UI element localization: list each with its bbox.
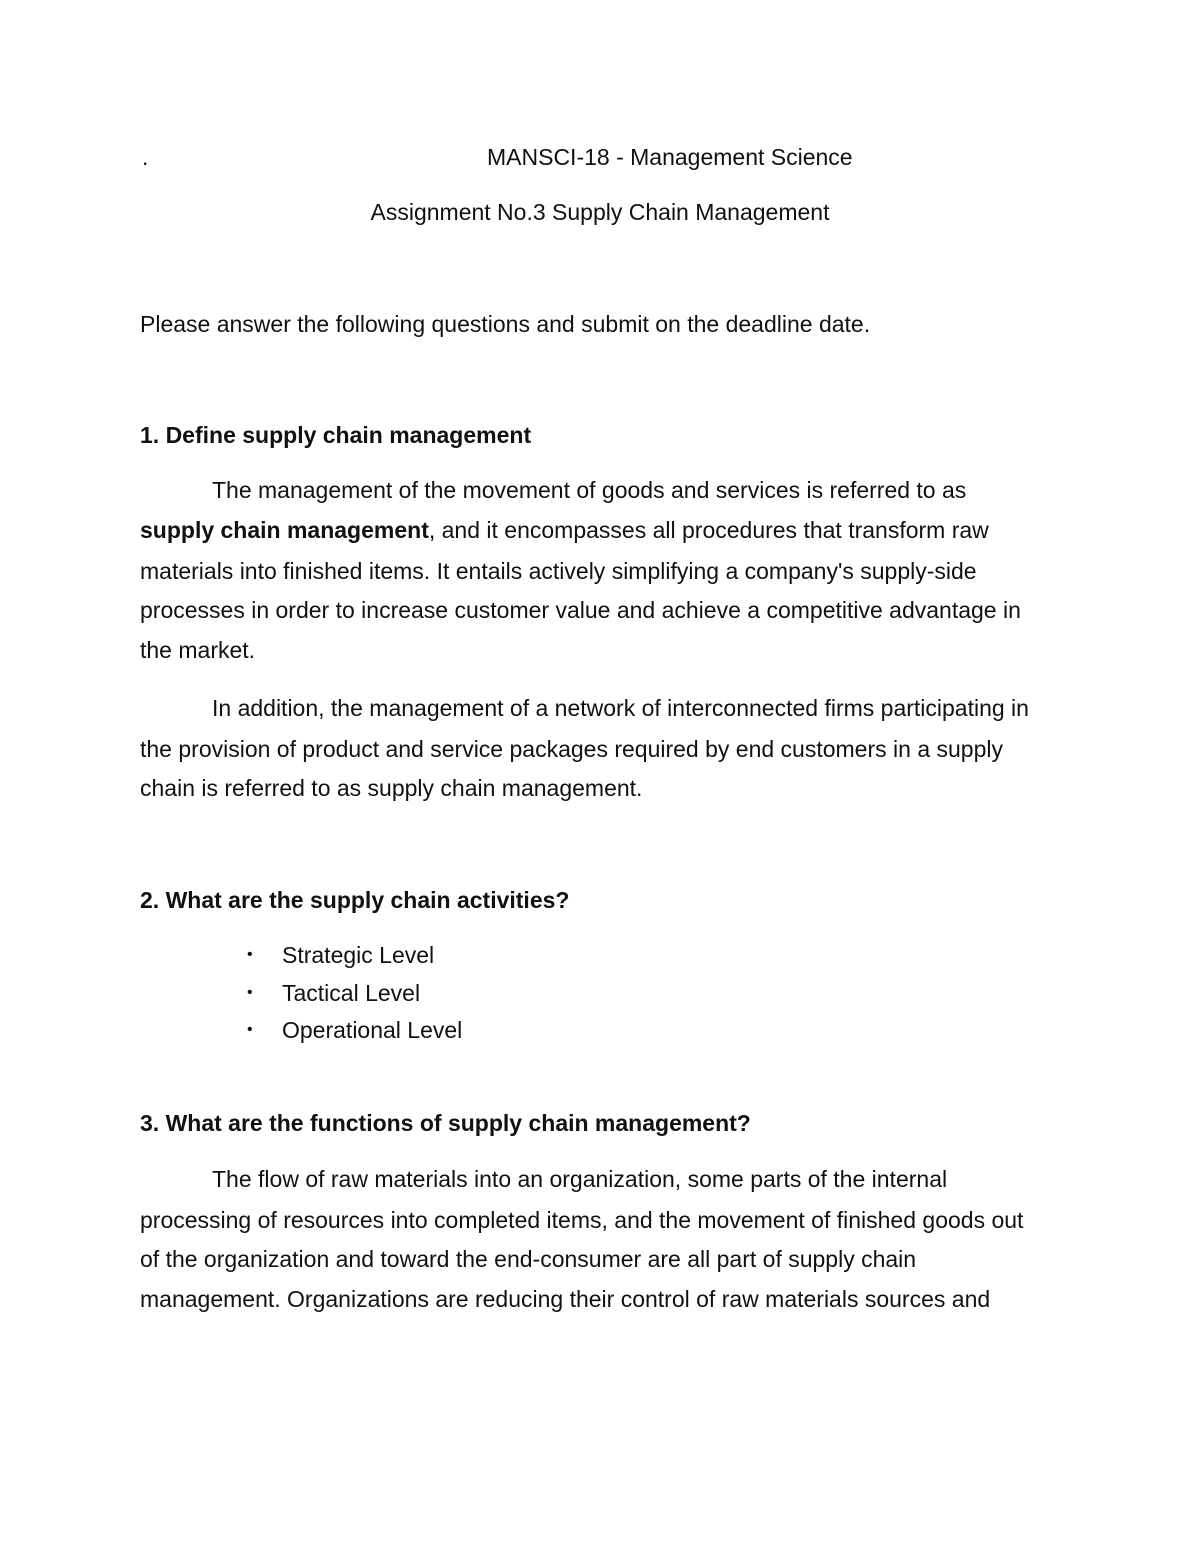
bullet-icon: • — [247, 1021, 253, 1038]
q1-paragraph-1-line-5: the market. — [140, 637, 256, 663]
list-item-text: Operational Level — [282, 1017, 463, 1043]
q1-paragraph-2-line-1: In addition, the management of a network of interconnected firms participating in — [212, 695, 1029, 721]
q1-paragraph-2-line-3: chain is referred to as supply chain management. — [140, 775, 643, 801]
list-item-text: Tactical Level — [282, 980, 421, 1006]
q1-paragraph-2-line-2: the provision of product and service packages required by end customers in a supply — [140, 736, 1003, 762]
assignment-title: Assignment No.3 Supply Chain Management — [370, 199, 830, 225]
q1-paragraph-1-line-2 — [140, 517, 989, 544]
question-1-heading: 1. Define supply chain management — [140, 422, 532, 448]
bullet-icon: • — [247, 946, 253, 963]
bullet-icon: • — [247, 984, 253, 1001]
q1-paragraph-1-line-1: The management of the movement of goods and services is referred to as — [212, 477, 967, 503]
list-item-text: Strategic Level — [282, 942, 435, 968]
header-dot: . — [142, 144, 149, 170]
q3-paragraph-1-line-3: of the organization and toward the end-consumer are all part of supply chain — [140, 1246, 917, 1272]
question-3-heading: 3. What are the functions of supply chain management? — [140, 1110, 751, 1136]
q1-paragraph-1-line-4: processes in order to increase customer value and achieve a competitive advantage in — [140, 597, 1021, 623]
q3-paragraph-1-line-2: processing of resources into completed items, and the movement of finished goods out — [140, 1207, 1024, 1233]
q1-paragraph-1-line-2-rest: , and it encompasses all procedures that transform raw — [428, 517, 989, 543]
q3-paragraph-1-line-4: management. Organizations are reducing their control of raw materials sources and — [140, 1286, 991, 1312]
q1-paragraph-1-line-3: materials into finished items. It entails actively simplifying a company's supply-side — [140, 558, 977, 584]
q3-paragraph-1-line-1: The flow of raw materials into an organization, some parts of the internal — [212, 1166, 948, 1192]
course-title: MANSCI-18 - Management Science — [487, 144, 853, 170]
question-2-heading: 2. What are the supply chain activities? — [140, 887, 570, 913]
instructions: Please answer the following questions and submit on the deadline date. — [140, 311, 871, 337]
emphasis-term: supply chain management — [140, 517, 429, 543]
